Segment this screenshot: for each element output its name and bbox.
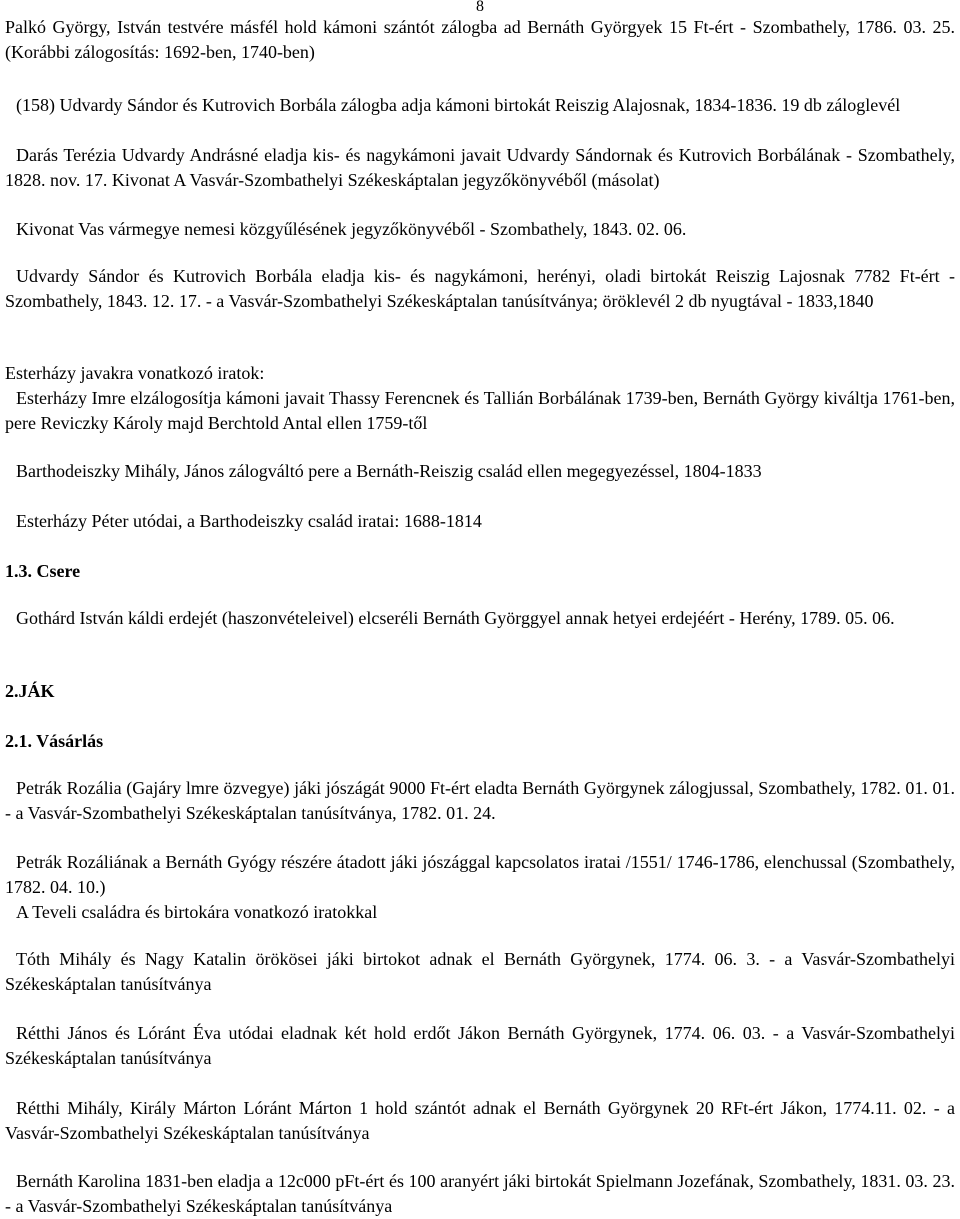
- paragraph: Esterházy javakra vonatkozó iratok:: [5, 363, 265, 383]
- paragraph: Rétthi Mihály, Király Márton Lóránt Márton 1 hold szántót adnak el Bernáth Györgynek 20 RFt-ért Jákon, 1774.11. 02. - a Vasvár-Szombathelyi Székeskáptalan tanúsítványa: [5, 1098, 955, 1143]
- record-entry: [5, 459, 955, 484]
- section-heading: [5, 679, 955, 704]
- heading: 1.3. Csere: [5, 561, 81, 581]
- paragraph: Tóth Mihály és Nagy Katalin örökösei jáki birtokot adnak el Bernáth Györgynek, 1774. 06. 3. - a Vasvár-Szombathelyi Székeskáptalan tanúsítványa: [5, 949, 955, 994]
- record-entry: [5, 15, 955, 65]
- paragraph: Esterházy Péter utódai, a Barthodeiszky család iratai: 1688-1814: [16, 511, 482, 531]
- section-heading: [5, 559, 955, 584]
- record-entry: [5, 850, 955, 925]
- record-entry: [5, 509, 955, 534]
- record-entry: [5, 1169, 955, 1219]
- paragraph: Palkó György, István testvére másfél hold kámoni szántót zálogba ad Bernáth Györgyek 15 Ft-ért - Szombathely, 1786. 03. 25. (Korábbi zálogosítás: 1692-ben, 1740-ben): [5, 17, 955, 62]
- record-entry: [5, 93, 955, 118]
- record-entry: [5, 217, 955, 242]
- record-entry: [5, 264, 955, 314]
- paragraph: Rétthi János és Lóránt Éva utódai eladnak két hold erdőt Jákon Bernáth Györgynek, 1774. 06. 03. - a Vasvár-Szombathelyi Székeskáptalan tanúsítványa: [5, 1023, 955, 1068]
- paragraph: Petrák Rozáliának a Bernáth Gyógy részére átadott jáki jószággal kapcsolatos iratai /1551/ 1746-1786, elenchussal (Szombathely, 1782. 04. 10.): [5, 852, 955, 897]
- section-label: [5, 361, 955, 386]
- paragraph: Udvardy Sándor és Kutrovich Borbála eladja kis- és nagykámoni, herényi, oladi birtokát Reiszig Lajosnak 7782 Ft-ért - Szombathely, 1843. 12. 17. - a Vasvár-Szombathelyi Székeskáptalan tanúsítványa; öröklevél 2 db nyugtával - 1833,1840: [5, 266, 955, 311]
- record-entry: [5, 386, 955, 436]
- paragraph: Bernáth Karolina 1831-ben eladja a 12c000 pFt-ért és 100 aranyért jáki birtokát Spielmann Jozefának, Szombathely, 1831. 03. 23. - a Vasvár-Szombathelyi Székeskáptalan tanúsítványa: [5, 1171, 955, 1216]
- record-entry: [5, 1021, 955, 1071]
- paragraph: Gothárd István káldi erdejét (haszonvételeivel) elcseréli Bernáth Györggyel annak hetyei erdejéért - Herény, 1789. 05. 06.: [16, 608, 895, 628]
- paragraph: Esterházy Imre elzálogosítja kámoni javait Thassy Ferencnek és Tallián Borbálának 1739-ben, Bernáth György kiváltja 1761-ben, pere Reviczky Károly majd Berchtold Antal ellen 1759-től: [5, 388, 955, 433]
- record-entry: [5, 776, 955, 826]
- record-entry: [5, 606, 955, 631]
- paragraph: A Teveli családra és birtokára vonatkozó iratokkal: [16, 902, 378, 922]
- paragraph: (158) Udvardy Sándor és Kutrovich Borbála zálogba adja kámoni birtokát Reiszig Alajosnak, 1834-1836. 19 db záloglevél: [16, 95, 901, 115]
- heading: 2.1. Vásárlás: [5, 731, 104, 751]
- record-entry: [5, 947, 955, 997]
- heading: 2.JÁK: [5, 681, 55, 701]
- page-number: 8: [476, 0, 484, 15]
- paragraph: Petrák Rozália (Gajáry lmre özvegye) jáki jószágát 9000 Ft-ért eladta Bernáth Györgynek zálogjussal, Szombathely, 1782. 01. 01. - a Vasvár-Szombathelyi Székeskáptalan tanúsítványa, 1782. 01. 24.: [5, 778, 955, 823]
- section-heading: [5, 729, 955, 754]
- paragraph: Barthodeiszky Mihály, János zálogváltó pere a Bernáth-Reiszig család ellen megegyezéssel, 1804-1833: [16, 461, 762, 481]
- record-entry: [5, 1096, 955, 1146]
- paragraph: Darás Terézia Udvardy Andrásné eladja kis- és nagykámoni javait Udvardy Sándornak és Kutrovich Borbálának - Szombathely, 1828. nov. 17. Kivonat A Vasvár-Szombathelyi Székeskáptalan jegyzőkönyvéből (másolat): [5, 145, 955, 190]
- paragraph: Kivonat Vas vármegye nemesi közgyűlésének jegyzőkönyvéből - Szombathely, 1843. 02. 06.: [16, 219, 687, 239]
- record-entry: [5, 143, 955, 193]
